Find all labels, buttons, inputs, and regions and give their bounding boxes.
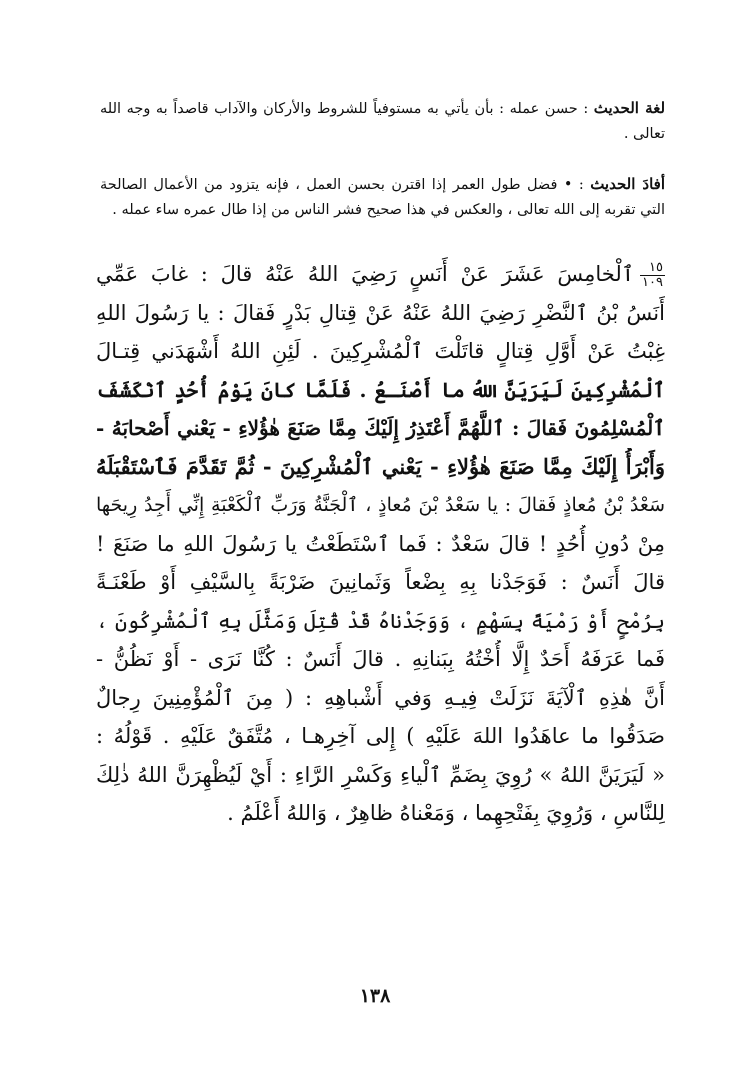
hadith-line: قالَ أَنَسٌ : فَوَجَدْنا بِهِ بِضْعاً وَثَمانِينَ ضَرْبَةً بِالسَّيْفِ أَوْ طَعْنَـةً — [96, 570, 665, 594]
section-text: • فضل طول العمر إذا اقترن بحسن العمل ، فإنه يتزود من الأعمال الصالحة التي تقربه إلى الله تعالى ، والعكس في هذا صحيح فشر الناس من إذا طال عمره ساء عمله . — [100, 177, 665, 218]
hadith-line: أَنَّ هٰذِهِ ٱلْآيَةَ نَزَلَتْ فِيـهِ وَفي أَشْباهِهِ : ( مِنَ ٱلْمُؤْمِنِينَ رِجالٌ — [96, 685, 665, 710]
hadith-line: بِرُمْحٍ أَوْ رَمْيَةً بِسَهْمٍ ، وَوَجَدْناهُ قَدْ قُتِلَ وَمَثَّلَ بِهِ ٱلْمُشْرِكُونَ ، — [96, 608, 665, 633]
label-separator: : — [583, 101, 589, 117]
hadith-line: لِلنَّاسِ ، وَرُوِيَ بِفَتْحِهِما ، وَمَعْناهُ ظاهِرٌ ، وَاللهُ أَعْلَمُ . — [227, 801, 665, 825]
hadith-number-bottom: ١٠٩ — [642, 275, 663, 290]
hadith-line: وَأَبْرَأُ إِلَيْكَ مِمَّا صَنَعَ هٰؤُلاءِ - يَعْني ٱلْمُشْرِكِينَ - ثُمَّ تَقَدَّمَ فَٱسْتَقْبَلَهُ — [96, 453, 665, 479]
hadith-line: أَنَسُ بْنُ ٱلنَّضْرِ رَضِيَ اللهُ عَنْهُ عَنْ قِتالِ بَدْرٍ فَقالَ : يا رَسُولَ اللهِ — [96, 300, 665, 325]
hadith-number — [640, 261, 665, 290]
section-label: أفادَ الحديث — [590, 175, 666, 193]
hadith-line: ٱلْمُشْرِكِينَ لَيَرَيَنَّ اللهُ ما أَصْنَـعُ . فَلَمَّا كانَ يَوْمُ أُحُدٍ ٱنْكَشَفَ — [96, 377, 665, 402]
hadith-line: فَما عَرَفَهُ أَحَدٌ إِلَّا أُخْتُهُ بِبَنانِهِ . قالَ أَنَسٌ : كُنَّا نَرَى - أَوْ نَظُنُّ - — [96, 647, 665, 671]
hadith-line: « لَيَرَيَنَّ اللهُ » رُوِيَ بِضَمِّ ٱلْياءِ وَكَسْرِ الرَّاءِ : أَيْ لَيُظْهِرَنَّ اللهُ ذٰلِكَ — [96, 762, 665, 787]
hadith-line: صَدَقُوا ما عاهَدُوا اللهَ عَلَيْهِ ) إِلى آخِرِهـا ، مُتَّفَقٌ عَلَيْهِ . قَوْلُهُ : — [96, 724, 665, 748]
hadith-line: ٱلْمُسْلِمُونَ فَقالَ : ٱللَّهُمَّ أَعْتَذِرُ إِلَيْكَ مِمَّا صَنَعَ هٰؤُلاءِ - يَعْني أَصْحابَهُ - — [96, 416, 665, 440]
section-lugha-al-hadith — [100, 96, 665, 147]
hadith-line: مِنْ دُونِ أُحُدٍ ! قالَ سَعْدٌ : فَما ٱسْتَطَعْتُ يا رَسُولَ اللهِ ما صَنَعَ ! — [96, 531, 665, 556]
section-ifada-al-hadith — [100, 172, 665, 223]
section-text: حسن عمله : بأن يأتي به مستوفياً للشروط والأركان والآداب قاصداً به وجه الله تعالى . — [100, 101, 665, 142]
hadith-line: سَعْدُ بْنُ مُعاذٍ فَقالَ : يا سَعْدُ بْنَ مُعاذٍ ، ٱلْجَنَّةُ وَرَبِّ ٱلْكَعْبَةِ إِنِّي أَجِدُ رِيحَها — [96, 494, 665, 516]
hadith-number-top: ١٥ — [640, 261, 665, 276]
hadith-line: غِبْتُ عَنْ أَوَّلِ قِتالٍ قاتَلْتَ ٱلْمُشْرِكِينَ . لَئِنِ اللهُ أَشْهَدَني قِتـالَ — [96, 339, 665, 363]
label-separator: : — [578, 177, 584, 193]
hadith-line — [96, 255, 665, 294]
hadith-line-text: ٱلْخامِسَ عَشَرَ عَنْ أَنَسٍ رَضِيَ اللهُ عَنْهُ قالَ : غابَ عَمِّي — [96, 262, 635, 286]
section-label: لغة الحديث — [593, 99, 666, 117]
page-number: ١٣٨ — [359, 985, 391, 1007]
hadith-body — [96, 255, 665, 833]
